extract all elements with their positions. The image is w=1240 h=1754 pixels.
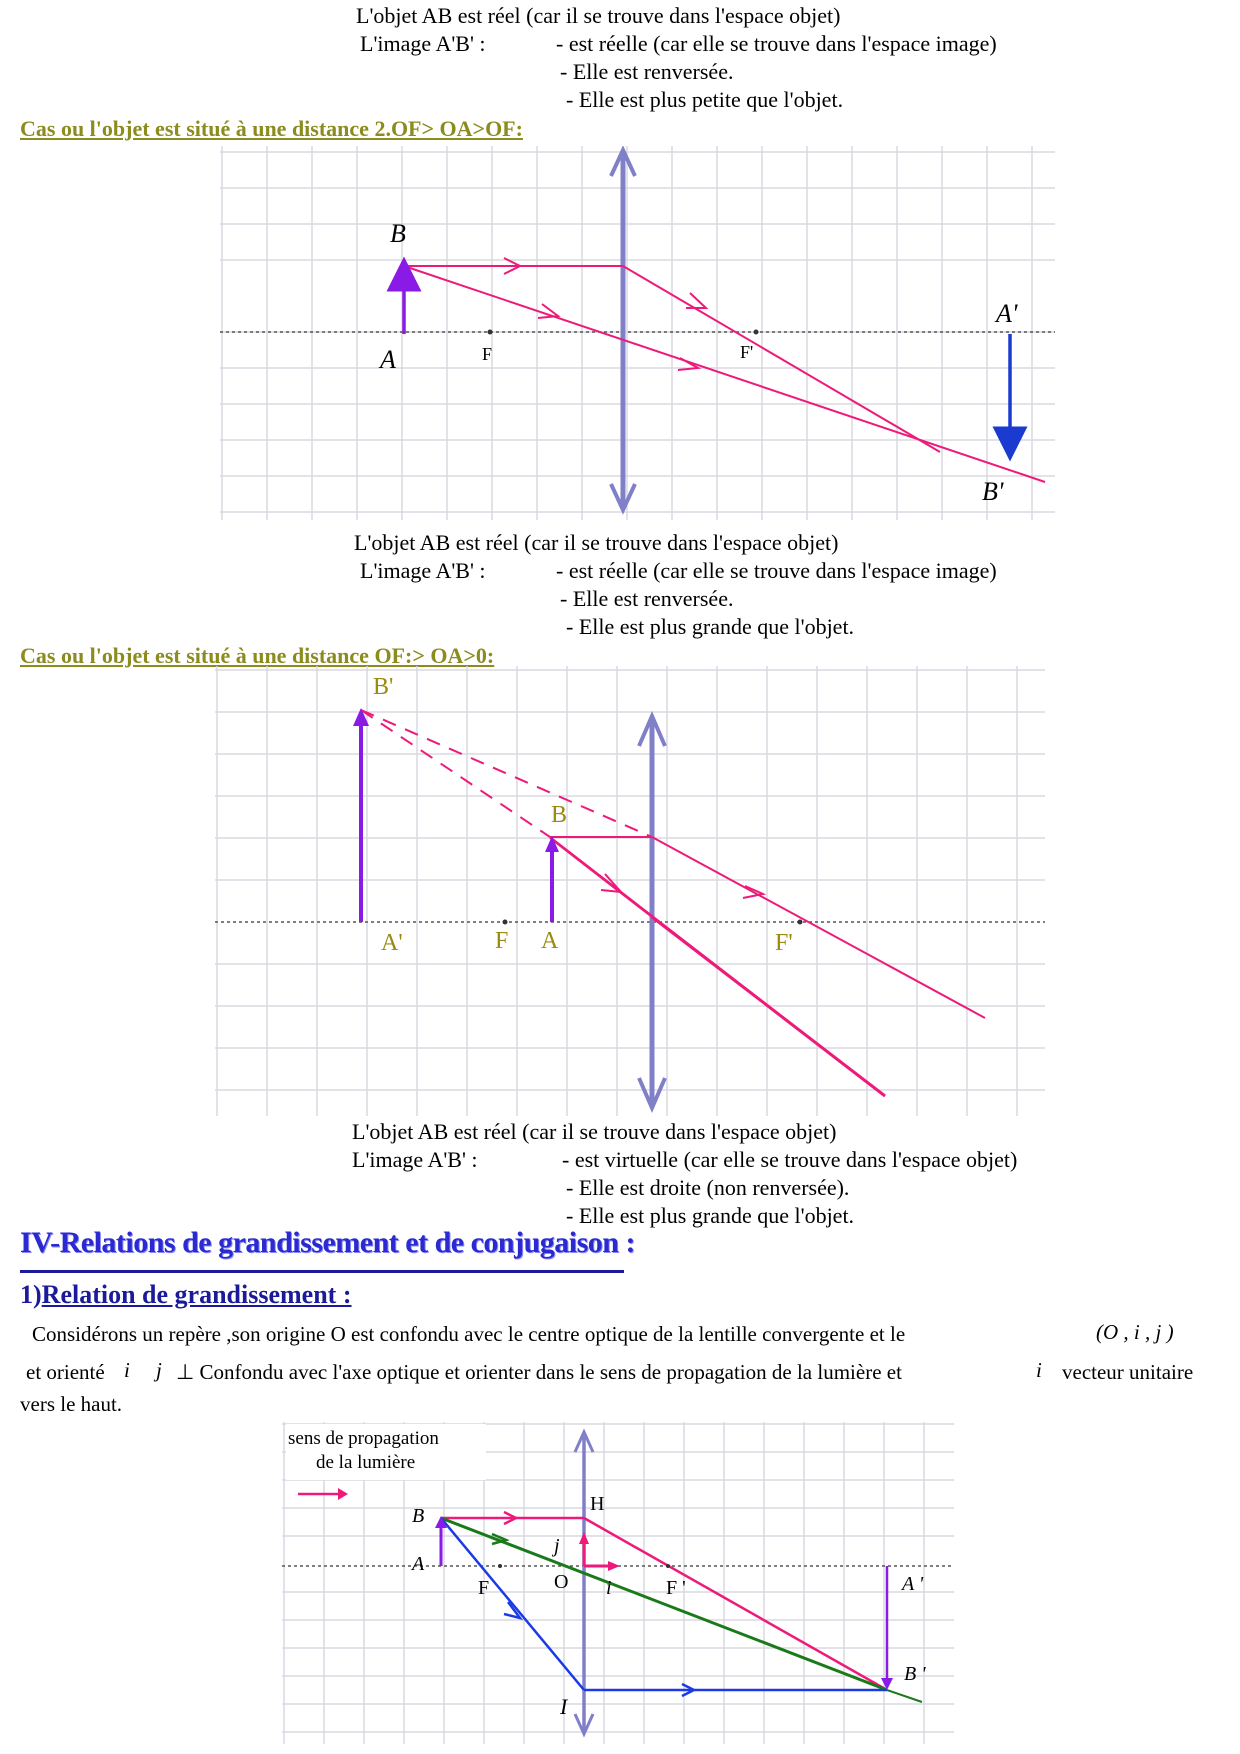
rays bbox=[441, 1512, 922, 1702]
vector-j-arrowhead bbox=[579, 1532, 589, 1544]
legend-sens-line2: de la lumière bbox=[316, 1452, 416, 1473]
label-i: i bbox=[606, 1577, 612, 1599]
paragraph-line-2a: et orienté bbox=[26, 1360, 105, 1384]
rays bbox=[361, 710, 985, 1096]
subsection-1-title bbox=[20, 1280, 352, 1310]
focal-point-F bbox=[503, 920, 508, 925]
label-A: A bbox=[380, 345, 396, 374]
subsection-1-text: Relation de grandissement : bbox=[41, 1280, 352, 1309]
paragraph-line-3: vers le haut. bbox=[20, 1392, 123, 1416]
figure-3-diagram bbox=[282, 1422, 954, 1744]
vector-j-symbol: j bbox=[156, 1358, 162, 1382]
block2-objet: L'objet AB est réel (car il se trouve dans l'espace objet) bbox=[354, 530, 839, 555]
vector-i2-symbol: i bbox=[1036, 1358, 1042, 1382]
block1-prop-1: - est réelle (car elle se trouve dans l'espace image) bbox=[556, 31, 997, 56]
repere-notation: (O , i , j ) bbox=[1096, 1320, 1174, 1344]
figure-1-diagram bbox=[220, 146, 1055, 520]
block2-prop-1: - est réelle (car elle se trouve dans l'espace image) bbox=[556, 558, 997, 583]
section-4-title: IV-Relations de grandissement et de conjugaison : bbox=[20, 1226, 635, 1259]
label-A: A bbox=[412, 1553, 425, 1575]
vector-i-arrowhead bbox=[608, 1561, 620, 1571]
label-B: B bbox=[551, 802, 568, 828]
paragraph-line-1: Considérons un repère ,son origine O est confondu avec le centre optique de la lentille convergente et le bbox=[32, 1322, 906, 1346]
focal-point-Fp bbox=[754, 330, 759, 335]
label-Fp: F' bbox=[775, 930, 793, 956]
label-Fp: F' bbox=[740, 342, 754, 362]
grid bbox=[215, 666, 1045, 1116]
label-Ap: A' bbox=[996, 299, 1018, 328]
label-Ap: A' bbox=[381, 930, 403, 956]
propagation-arrow bbox=[298, 1488, 348, 1500]
focal-point-Fp bbox=[798, 920, 803, 925]
label-F: F bbox=[495, 928, 509, 954]
block1-image-label: L'image A'B' : bbox=[360, 31, 486, 56]
case3-heading: Cas ou l'objet est situé à une distance OF:> OA>0: bbox=[20, 643, 495, 668]
label-F: F bbox=[482, 344, 493, 364]
label-Bp: B' bbox=[982, 477, 1004, 506]
block1-prop-2: - Elle est renversée. bbox=[560, 59, 734, 84]
label-O: O bbox=[554, 1571, 569, 1593]
legend-sens-line1: sens de propagation bbox=[288, 1428, 439, 1449]
focal-point-Fp bbox=[666, 1564, 670, 1568]
label-j: j bbox=[554, 1535, 560, 1557]
label-H: H bbox=[590, 1493, 605, 1515]
case2-heading: Cas ou l'objet est situé à une distance 2.OF> OA>OF: bbox=[20, 116, 523, 141]
rays bbox=[404, 258, 1045, 482]
label-A: A bbox=[541, 928, 559, 954]
focal-point-F bbox=[498, 1564, 502, 1568]
block3-image-label: L'image A'B' : bbox=[352, 1147, 478, 1172]
lens bbox=[639, 716, 665, 1108]
label-Bp: B ' bbox=[904, 1663, 926, 1685]
block3-prop-1: - est virtuelle (car elle se trouve dans l'espace objet) bbox=[562, 1147, 1018, 1172]
focal-point-F bbox=[488, 330, 493, 335]
label-F: F bbox=[478, 1577, 490, 1599]
label-Bp: B' bbox=[373, 674, 394, 700]
label-Ap: A ' bbox=[902, 1573, 924, 1595]
label-B: B bbox=[390, 219, 406, 248]
block3-prop-3: - Elle est plus grande que l'objet. bbox=[566, 1203, 855, 1228]
label-B: B bbox=[412, 1505, 425, 1527]
figure-2-diagram bbox=[215, 666, 1045, 1116]
block3-prop-2: - Elle est droite (non renversée). bbox=[566, 1175, 850, 1200]
block1-objet: L'objet AB est réel (car il se trouve dans l'espace objet) bbox=[356, 3, 841, 28]
lens bbox=[611, 150, 635, 510]
block2-prop-2: - Elle est renversée. bbox=[560, 586, 734, 611]
subsection-1-number: 1) bbox=[20, 1280, 42, 1309]
block3-objet: L'objet AB est réel (car il se trouve dans l'espace objet) bbox=[352, 1119, 837, 1144]
label-Fp: F ' bbox=[666, 1577, 686, 1599]
paragraph-line-2b: ⊥ Confondu avec l'axe optique et orienter dans le sens de propagation de la lumière et bbox=[176, 1360, 902, 1384]
block1-prop-3: - Elle est plus petite que l'objet. bbox=[566, 87, 844, 112]
paragraph-line-2c: vecteur unitaire bbox=[1062, 1360, 1194, 1384]
block2-image-label: L'image A'B' : bbox=[360, 558, 486, 583]
vector-i-symbol: i bbox=[124, 1358, 130, 1382]
label-I: I bbox=[560, 1694, 568, 1719]
section-4-underline bbox=[20, 1270, 624, 1273]
block2-prop-3: - Elle est plus grande que l'objet. bbox=[566, 614, 855, 639]
grid bbox=[220, 146, 1055, 520]
